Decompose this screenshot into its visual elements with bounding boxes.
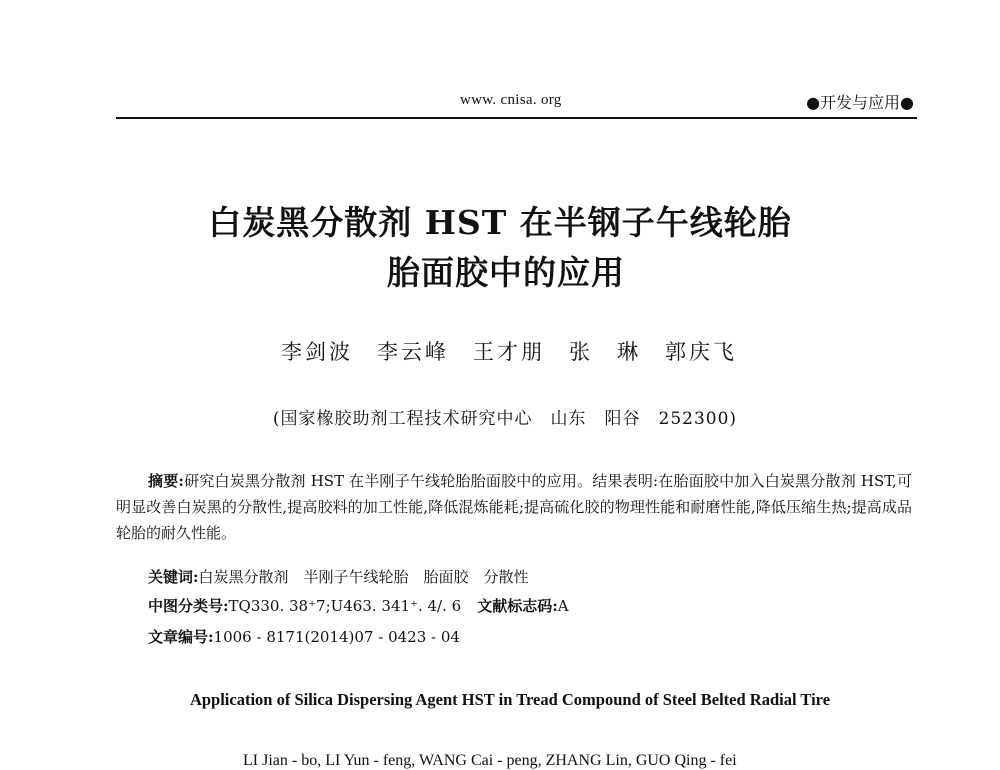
title-line-1: 白炭黑分散剂 HST 在半钢子午线轮胎 [208, 203, 792, 242]
english-title: Application of Silica Dispersing Agent HST in Tread Compound of Steel Belted Radial Tire [189, 690, 831, 709]
abstract-text: 研究白炭黑分散剂 HST 在半刚子午线轮胎胎面胶中的应用。结果表明:在胎面胶中加入白炭黑分散剂 HST,可明显改善白炭黑的分散性,提高胶料的加工性能,降低混炼能耗;提高硫化胶的物理性能和耐磨性能,降低压缩生热;提高成品轮胎的耐久性能。 [116, 472, 912, 542]
keywords-value: 白炭黑分散剂 半刚子午线轮胎 胎面胶 分散性 [198, 568, 529, 586]
classification-line [148, 593, 569, 619]
classification-label: 中图分类号: [148, 597, 229, 615]
document-code-value: A [557, 597, 569, 615]
abstract [116, 468, 912, 546]
paper-title [0, 198, 1000, 298]
section-label: ●开发与应用● [806, 93, 914, 112]
journal-url[interactable]: www. cnisa. org [460, 92, 562, 108]
english-authors: LI Jian - bo, LI Yun - feng, WANG Cai - peng, ZHANG Lin, GUO Qing - fei [243, 752, 737, 769]
classification-value: TQ330. 38⁺7;U463. 341⁺. 4/. 6 [228, 597, 462, 615]
document-code-label: 文献标志码: [477, 597, 558, 615]
abstract-label: 摘要: [148, 472, 184, 490]
header-divider [116, 117, 917, 119]
keywords-line [148, 564, 529, 590]
article-number-label: 文章编号: [148, 628, 214, 646]
title-line-2: 胎面胶中的应用 [387, 253, 625, 292]
keywords-label: 关键词: [148, 568, 199, 586]
article-number-value: 1006 - 8171(2014)07 - 0423 - 04 [213, 628, 460, 646]
article-number-line [148, 624, 460, 650]
page-header [116, 88, 916, 118]
author-affiliation: (国家橡胶助剂工程技术研究中心 山东 阳谷 252300) [272, 409, 738, 429]
author-list: 李剑波 李云峰 王才朋 张 琳 郭庆飞 [281, 340, 737, 364]
